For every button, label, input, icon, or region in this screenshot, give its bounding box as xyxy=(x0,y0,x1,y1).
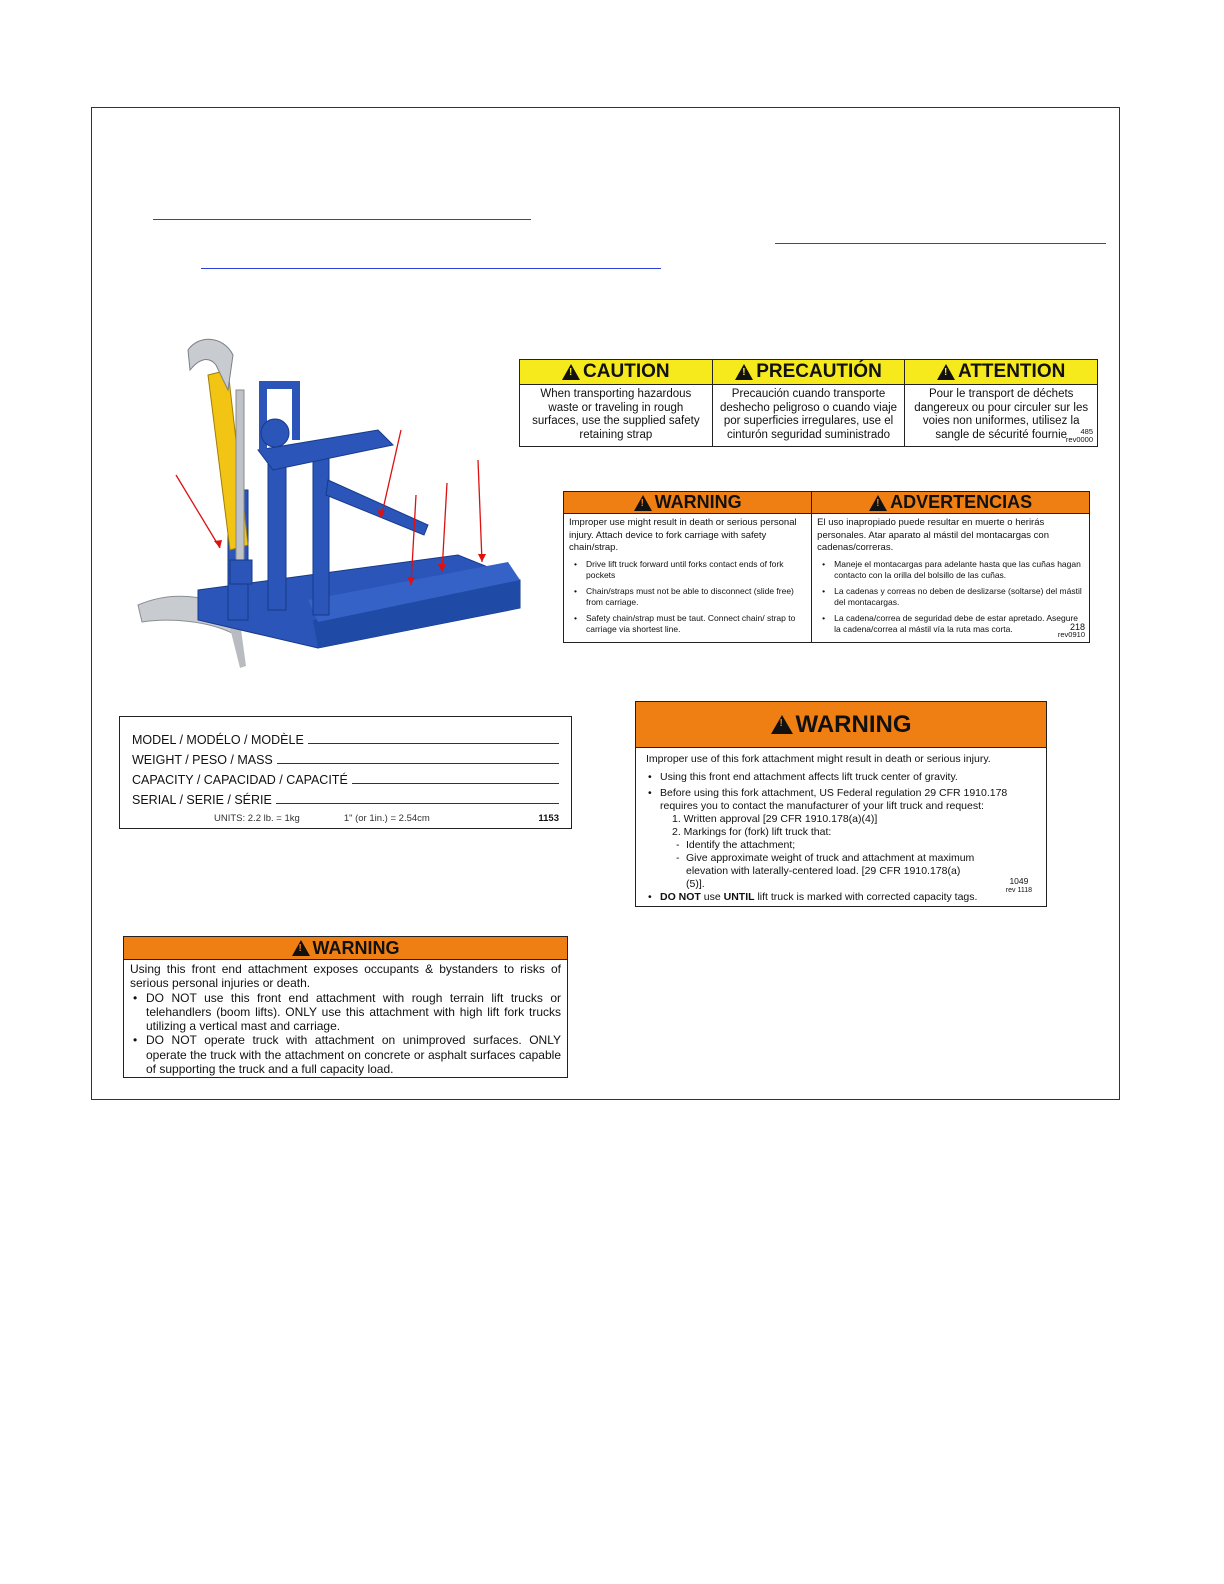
caution-text-en: When transporting hazardous waste or traveling in rough surfaces, use the supplied safety retaining strap xyxy=(532,388,700,441)
warning-dash-item: - Identify the attachment; xyxy=(646,839,1036,852)
caution-text-es: Precaución cuando transporte deshecho peligroso o cuando viaje por superficies irregulares, use el cinturón seguridad suministrado xyxy=(719,388,898,441)
warning-triangle-icon xyxy=(869,495,887,511)
warning-intro-es: El uso inapropiado puede resultar en muerte o herirás personales. Atar aparato al mástil del montacargas con cadenas/correras. xyxy=(817,517,1049,553)
warning-numbered-item: 1. Written approval [29 CFR 1910.178(a)(4)] xyxy=(672,813,878,825)
blank-line xyxy=(276,803,559,804)
label-rev: rev0000 xyxy=(1065,435,1094,444)
warning-intro-en: Improper use might result in death or serious personal injury. Attach device to fork carriage with safety chain/strap. xyxy=(569,517,797,553)
inch-conversion: 1" (or 1in.) = 2.54cm xyxy=(343,813,430,824)
warning-en xyxy=(564,492,812,642)
do-not-text: DO NOT xyxy=(660,891,701,903)
label-code: 485 xyxy=(1080,427,1094,436)
link-underline-2[interactable] xyxy=(775,243,1106,244)
warning-bullet: • DO NOT operate truck with attachment on unimproved surfaces. ONLY operate the truck with the attachment on concrete or asphalt surfaces capable of supporting the truck and a full capacity load. xyxy=(130,1033,561,1076)
label-code: 1049 xyxy=(1009,876,1029,886)
caution-heading: CAUTION xyxy=(583,361,670,382)
label-code: 218 xyxy=(1069,621,1085,632)
warning-bullet: • DO NOT use this front end attachment with rough terrain lift trucks or telehandlers (boom lifts). ONLY use this attachment with high lift fork trucks utilizing a vertical mast and carriage. xyxy=(130,991,561,1034)
until-text: UNTIL xyxy=(723,891,755,903)
warning-heading: WARNING xyxy=(312,937,400,958)
warning-intro: Using this front end attachment exposes occupants & bystanders to risks of serious personal injuries or death. xyxy=(130,962,561,991)
warning-bullet: • Using this front end attachment affects lift truck center of gravity. xyxy=(646,771,1036,784)
warning-fork-label xyxy=(635,701,1047,907)
warning-bilingual-label xyxy=(563,491,1090,643)
capacity-row-label: CAPACITY / CAPACIDAD / CAPACITÉ xyxy=(132,773,348,787)
warning-item: • La cadena/correa de seguridad debe de estar apretado. Asegure la cadena/correa al mástil vía la ruta mas corta. xyxy=(826,613,1084,636)
warning-text: lift truck is marked with corrected capacity tags. xyxy=(754,891,978,903)
warning-triangle-icon xyxy=(562,364,580,380)
warning-item: • La cadenas y correas no deben de deslizarse (soltarse) del mástil del montacargas. xyxy=(826,586,1084,609)
drum-lifter-image xyxy=(128,330,528,675)
warning-triangle-icon xyxy=(634,495,652,511)
blank-line xyxy=(308,743,559,744)
link-underline-3[interactable] xyxy=(201,268,661,269)
warning-es xyxy=(812,492,1089,642)
warning-front-end-label xyxy=(123,936,568,1078)
warning-bullet: • Before using this fork attachment, US Federal regulation 29 CFR 1910.178 requires you to contact the manufacturer of your lift truck and request: xyxy=(646,787,1036,813)
label-rev: rev0910 xyxy=(1057,629,1085,639)
warning-triangle-icon xyxy=(292,940,310,956)
warning-item: • Maneje el montacargas para adelante hasta que las cuñas hagan contacto con la orilla del bolsillo de las cuñas. xyxy=(826,559,1084,582)
attention-heading: ATTENTION xyxy=(958,361,1066,382)
blank-line xyxy=(277,763,559,764)
caution-fr xyxy=(905,360,1097,446)
caution-en xyxy=(520,360,713,446)
warning-intro: Improper use of this fork attachment might result in death or serious injury. xyxy=(646,753,991,765)
precaucion-heading: PRECAUTIÓN xyxy=(756,361,882,382)
warning-triangle-icon xyxy=(771,715,793,734)
warning-heading: WARNING xyxy=(795,710,912,738)
model-row-label: MODEL / MODÉLO / MODÈLE xyxy=(132,733,304,747)
label-code: 1153 xyxy=(538,813,559,824)
warning-text: use xyxy=(700,891,724,903)
link-underline-1[interactable] xyxy=(153,219,531,220)
model-nameplate xyxy=(119,716,572,829)
serial-row-label: SERIAL / SERIE / SÉRIE xyxy=(132,793,272,807)
warning-item: • Drive lift truck forward until forks contact ends of fork pockets xyxy=(578,559,806,582)
warning-heading: WARNING xyxy=(654,492,742,512)
weight-row-label: WEIGHT / PESO / MASS xyxy=(132,753,273,767)
caution-text-fr: Pour le transport de déchets dangereux ou pour circuler sur les voies non uniformes, utilisez la sangle de sécurité fournie xyxy=(914,388,1089,441)
advertencias-heading: ADVERTENCIAS xyxy=(890,492,1033,512)
warning-bullet xyxy=(646,891,1036,904)
caution-label xyxy=(519,359,1098,447)
warning-numbered-item: 2. Markings for (fork) lift truck that: xyxy=(672,826,832,838)
label-rev: rev 1118 xyxy=(1005,887,1032,894)
caution-es xyxy=(713,360,906,446)
warning-item: • Chain/straps must not be able to disconnect (slide free) from carriage. xyxy=(578,586,806,609)
warning-dash-item: - Give approximate weight of truck and attachment at maximum elevation with laterally-centered load. [29 CFR 1910.178(a)(5)]. xyxy=(646,852,1036,891)
blank-line xyxy=(352,783,559,784)
warning-item: • Safety chain/strap must be taut. Connect chain/ strap to carriage via shortest line. xyxy=(578,613,806,636)
warning-triangle-icon xyxy=(937,364,955,380)
warning-triangle-icon xyxy=(735,364,753,380)
units-conversion: UNITS: 2.2 lb. = 1kg xyxy=(214,813,300,824)
